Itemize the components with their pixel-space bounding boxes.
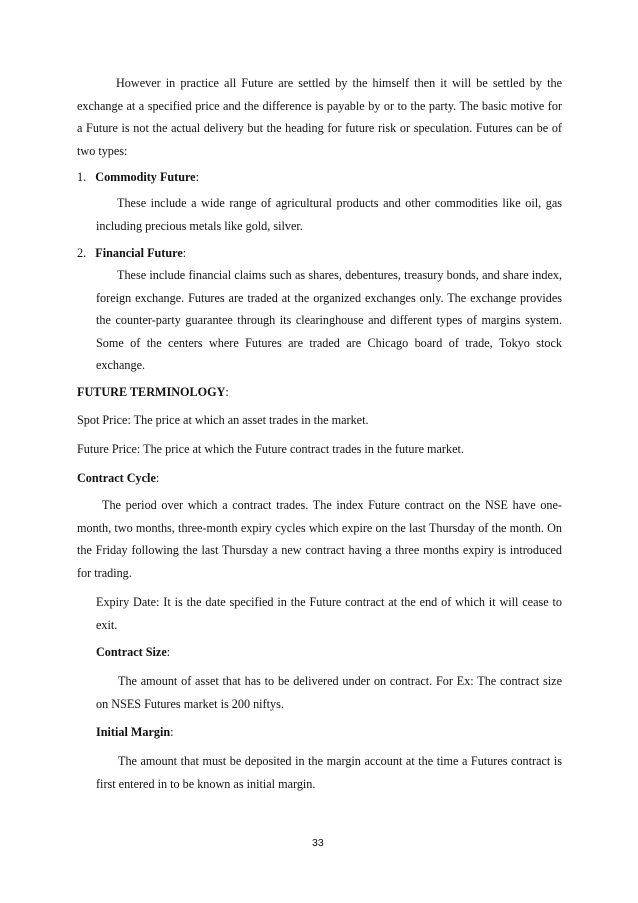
item2-text: These include financial claims such as shares, debentures, treasury bonds, and share index, foreign exchange. Futures are traded at the organized exchanges only. The exchange provides the counter-party guarantee through its clearinghouse and different types of margins system. Some of the centers where Futures are traded are Chicago board of trade, Tokyo stock exchange. <box>96 268 562 372</box>
item1-heading <box>77 166 199 188</box>
item1-text: These include a wide range of agricultural products and other commodities like oil, gas including precious metals like gold, silver. <box>96 196 562 233</box>
contract-size-colon: : <box>166 645 171 659</box>
initial-margin-colon: : <box>170 725 174 739</box>
spot-price-line: Spot Price: The price at which an asset trades in the market. <box>77 413 369 427</box>
intro-paragraph: However in practice all Future are settled by the himself then it will be settled by the exchange at a specified price and the difference is payable by or to the party. The basic motive for a Future is not the actual delivery but the heading for future risk or speculation. Futures can be of two types: <box>77 76 562 158</box>
contract-size-heading <box>96 641 170 663</box>
terminology-heading <box>77 381 229 403</box>
terminology-colon: : <box>225 385 229 399</box>
contract-cycle-colon: : <box>155 471 160 485</box>
contract-cycle-title: Contract Cycle <box>77 471 156 485</box>
expiry-date-text: Expiry Date: It is the date specified in the Future contract at the end of which it will cease to exit. <box>96 595 562 632</box>
contract-size-title: Contract Size <box>96 645 167 659</box>
item1-colon: : <box>195 170 199 184</box>
terminology-title: FUTURE TERMINOLOGY <box>77 385 226 399</box>
contract-size-text: The amount of asset that has to be delivered under on contract. For Ex: The contract size on NSES Futures market is 200 niftys. <box>96 674 562 711</box>
initial-margin-text: The amount that must be deposited in the margin account at the time a Futures contract is first entered in to be known as initial margin. <box>96 754 562 791</box>
item2-number: 2. <box>77 246 87 260</box>
item2-heading <box>77 242 186 264</box>
page-number: 33 <box>312 837 324 849</box>
initial-margin-title: Initial Margin <box>96 725 171 739</box>
contract-cycle-heading <box>77 467 159 489</box>
initial-margin-heading <box>96 721 174 743</box>
future-price-line: Future Price: The price at which the Future contract trades in the future market. <box>77 442 464 456</box>
item1-number: 1. <box>77 170 87 184</box>
item2-colon: : <box>182 246 187 260</box>
item1-title: Commodity Future <box>95 170 196 184</box>
item2-title: Financial Future <box>95 246 183 260</box>
contract-cycle-text: The period over which a contract trades. The index Future contract on the NSE have one-month, two months, three-month expiry cycles which expire on the last Thursday of the month. On the Friday following the last Thursday a new contract having a three months expiry is introduced for trading. <box>77 498 562 580</box>
